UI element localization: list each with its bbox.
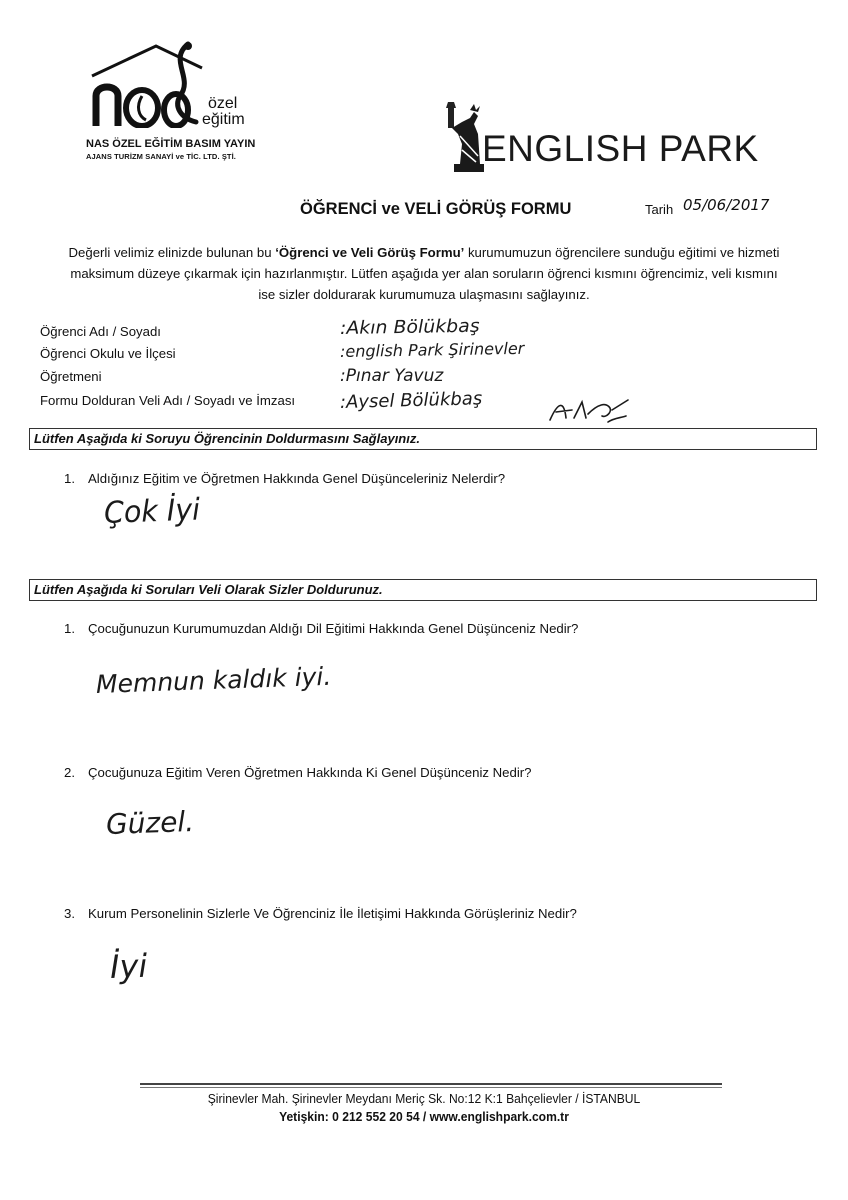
date-value: 05/06/2017 [683,196,770,214]
nas-company-line2: AJANS TURİZM SANAYİ ve TİC. LTD. ŞTİ. [86,152,236,161]
parent-signature [548,396,630,426]
intro-paragraph [40,242,808,305]
field-value-teacher[interactable]: :Pınar Yavuz [340,366,444,386]
student-answer-1[interactable]: Çok İyi [103,492,201,531]
field-label-parent: Formu Dolduran Veli Adı / Soyadı ve İmzası [40,393,296,408]
intro-form-name: ‘Öğrenci ve Veli Görüş Formu’ [275,245,465,260]
field-label-school: Öğrenci Okulu ve İlçesi [40,346,176,361]
parent-question-1: 1. Çocuğunuzun Kurumumuzdan Aldığı Dil Eğitimi Hakkında Genel Düşünceniz Nedir? [64,621,579,636]
intro-line-2: maksimum düzeye çıkarmak için hazırlanmıştır. Lütfen aşağıda yer alan soruların öğrenci kısmını öğrencimiz, veli kısmını [70,266,778,281]
nas-logo-ozel: özel [208,95,238,112]
date-label: Tarih [645,202,674,217]
english-park-logo-text: ENGLISH PARK [482,128,759,169]
parent-answer-1[interactable]: Memnun kaldık iyi. [95,661,332,699]
field-label-student-name: Öğrenci Adı / Soyadı [40,324,161,339]
nas-logo [84,38,264,128]
form-title: ÖĞRENCİ ve VELİ GÖRÜŞ FORMU [300,200,572,218]
student-question-1: 1. Aldığınız Eğitim ve Öğretmen Hakkında Genel Düşünceleriniz Nelerdir? [64,471,506,486]
field-value-school[interactable]: :english Park Şirinevler [339,338,525,361]
parent-question-2: 2. Çocuğunuza Eğitim Veren Öğretmen Hakkında Ki Genel Düşünceniz Nedir? [64,765,532,780]
footer-contact: Yetişkin: 0 212 552 20 54 / www.englishpark.com.tr [279,1109,569,1124]
field-label-teacher: Öğretmeni [40,369,102,384]
parent-answer-2[interactable]: Güzel. [105,804,195,841]
field-value-parent[interactable]: :Aysel Bölükbaş [339,388,483,413]
nas-logo-egitim: eğitim [202,111,245,128]
field-value-student-name[interactable]: :Akın Bölükbaş [339,315,480,339]
intro-line-3: ise sizler doldurarak kurumumuza ulaşmasını sağlayınız. [258,287,590,302]
footer-address: Şirinevler Mah. Şirinevler Meydanı Meriç Sk. No:12 K:1 Bahçelievler / İSTANBUL [207,1091,641,1106]
parent-answer-3[interactable]: İyi [109,946,148,986]
footer-divider-thin [140,1087,722,1088]
nas-company-line1: NAS ÖZEL EĞİTİM BASIM YAYIN [86,138,256,150]
parent-section-heading: Lütfen Aşağıda ki Soruları Veli Olarak Sizler Doldurunuz. [29,579,817,601]
intro-line-1: Değerli velimiz elinizde bulunan bu ‘Öğrenci ve Veli Görüş Formu’ kurumumuzun öğrencilere sunduğu eğitimi ve hizmeti [68,245,780,260]
footer-divider [140,1083,722,1085]
parent-question-3: 3. Kurum Personelinin Sizlerle Ve Öğrenciniz İle İletişimi Hakkında Görüşleriniz Nedir? [64,906,577,921]
student-section-heading: Lütfen Aşağıda ki Soruyu Öğrencinin Doldurmasını Sağlayınız. [29,428,817,450]
